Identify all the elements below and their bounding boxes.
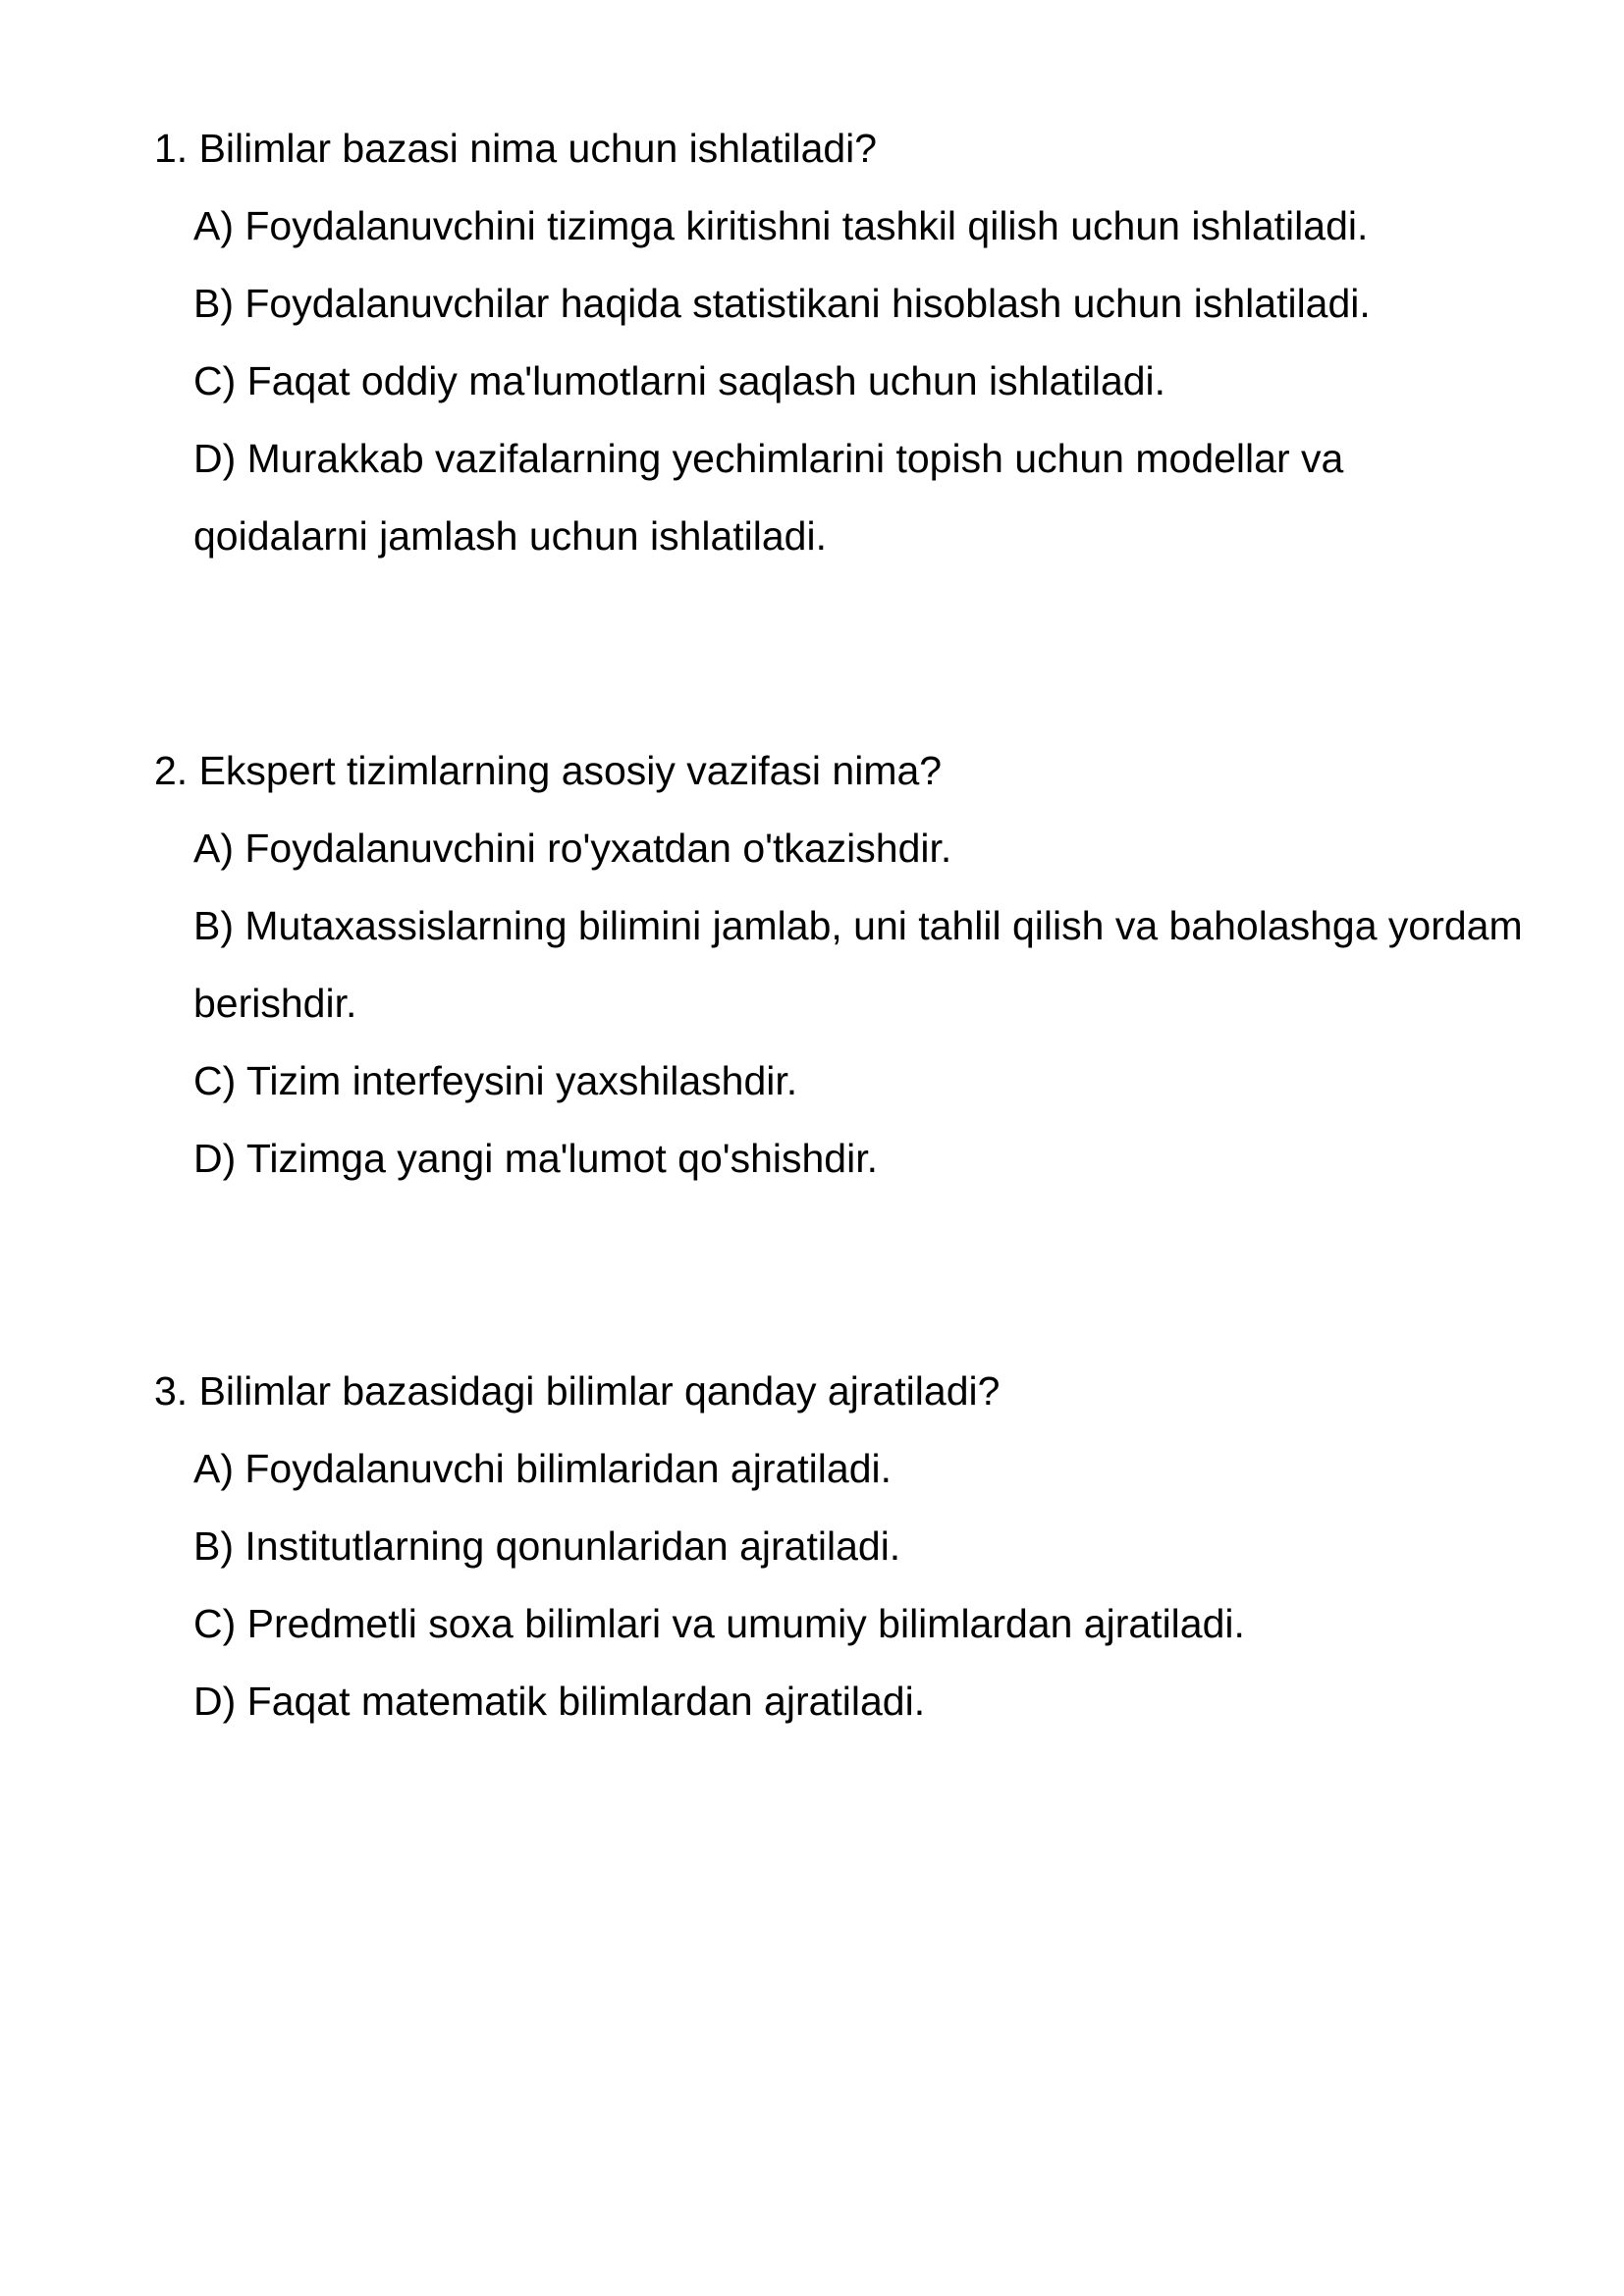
question-2 [154, 732, 1529, 1198]
question-text: 1. Bilimlar bazasi nima uchun ishlatiladi? [154, 126, 878, 171]
option-d: D) Murakkab vazifalarning yechimlarini topish uchun modellar va qoidalarni jamlash uchun ishlatiladi. [193, 436, 1344, 559]
question-text: 2. Ekspert tizimlarning asosiy vazifasi nima? [154, 748, 943, 793]
answer-options [154, 810, 1529, 1198]
answer-options [154, 1430, 1529, 1740]
option-b: B) Foydalanuvchilar haqida statistikani hisoblash uchun ishlatiladi. [193, 281, 1371, 326]
option-c: C) Predmetli soxa bilimlari va umumiy bilimlardan ajratiladi. [193, 1601, 1245, 1646]
option-a: A) Foydalanuvchini tizimga kiritishni tashkil qilish uchun ishlatiladi. [193, 203, 1369, 248]
option-c: C) Tizim interfeysini yaxshilashdir. [193, 1058, 798, 1103]
option-a: A) Foydalanuvchini ro'yxatdan o'tkazishdir. [193, 826, 952, 871]
option-d: D) Faqat matematik bilimlardan ajratiladi. [193, 1679, 926, 1724]
question-1 [154, 110, 1529, 575]
option-c: C) Faqat oddiy ma'lumotlarni saqlash uchun ishlatiladi. [193, 358, 1166, 403]
question-3 [154, 1353, 1529, 1740]
answer-options [154, 187, 1529, 575]
option-a: A) Foydalanuvchi bilimlaridan ajratiladi. [193, 1446, 892, 1491]
option-d: D) Tizimga yangi ma'lumot qo'shishdir. [193, 1136, 878, 1181]
question-text: 3. Bilimlar bazasidagi bilimlar qanday ajratiladi? [154, 1368, 1001, 1414]
option-b: B) Institutlarning qonunlaridan ajratiladi. [193, 1523, 901, 1569]
option-b: B) Mutaxassislarning bilimini jamlab, uni tahlil qilish va baholashga yordam berishdir. [193, 903, 1523, 1026]
